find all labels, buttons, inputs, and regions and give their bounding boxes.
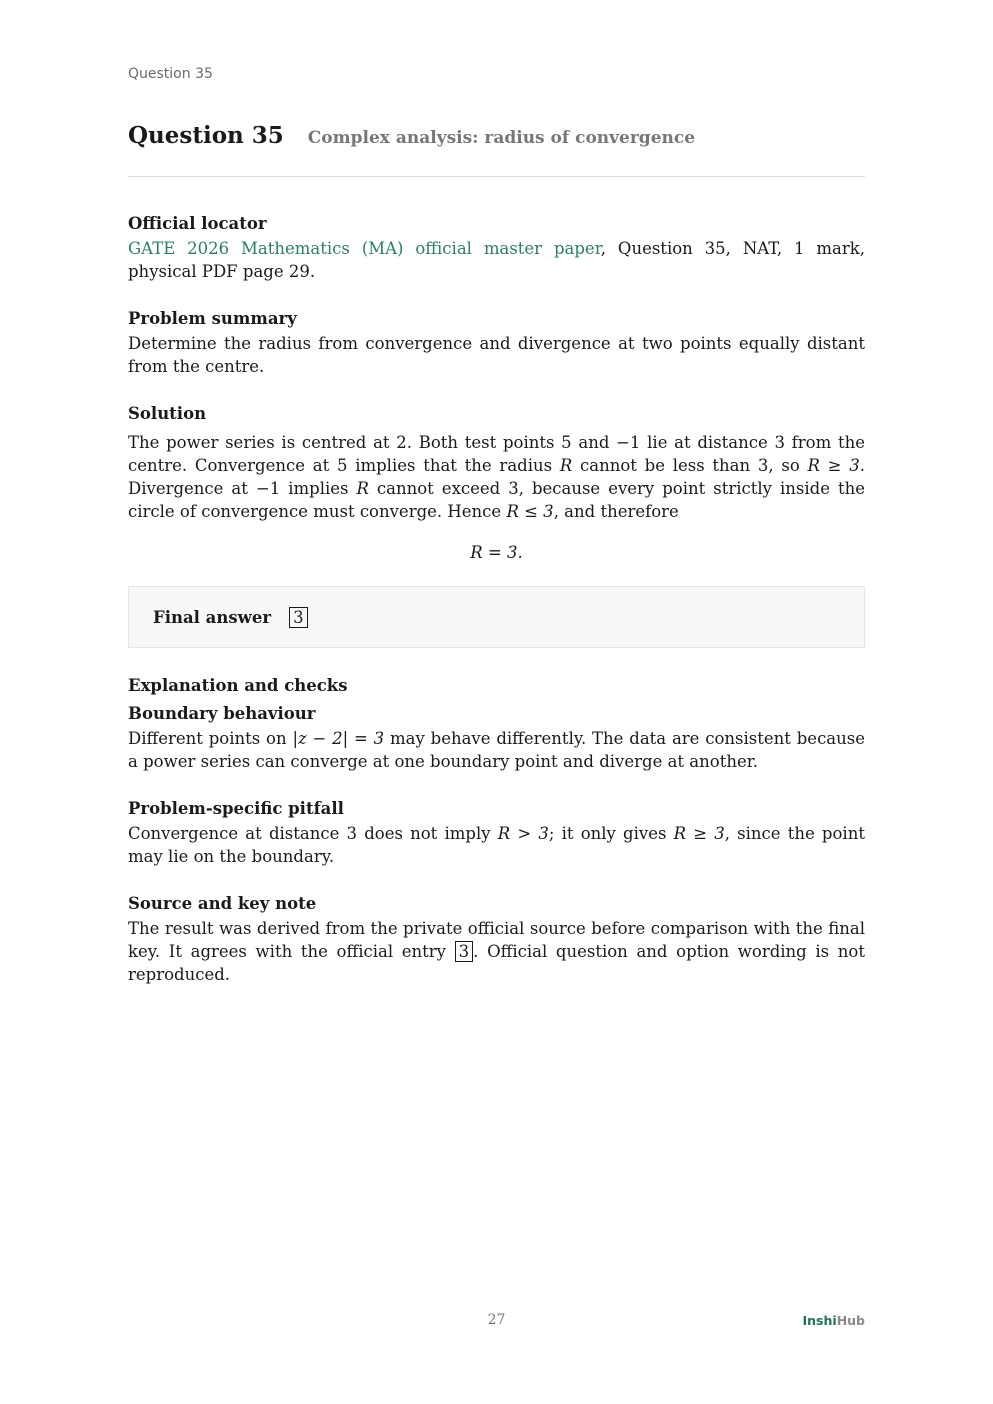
brand-part-1: Inshi: [802, 1313, 837, 1328]
official-key-box: 3: [455, 941, 474, 962]
solution-section: [128, 402, 865, 564]
problem-summary-heading: Problem summary: [128, 309, 297, 328]
pitfall-section: [128, 797, 865, 868]
source-text-part: The result was derived from the private official source before comparison with the final key. It agrees with the official entry: [128, 919, 865, 961]
solution-text-part: , and therefore: [553, 502, 679, 521]
official-paper-link[interactable]: GATE 2026 Mathematics (MA) official master paper: [128, 239, 601, 258]
final-answer-box: [128, 586, 865, 648]
page-title: Question 35: [128, 122, 284, 149]
solution-text-part: The power series is centred at 2. Both test points 5 and −1 lie at distance 3 from the centre. Convergence at 5 implies that the radius: [128, 433, 865, 475]
solution-text-part: . Divergence at −1 implies: [128, 456, 865, 498]
math-inequality: R ≤ 3: [506, 502, 554, 521]
boundary-text-part: may behave differently. The data are consistent because a power series can converge at one boundary point and diverge at another.: [128, 729, 866, 771]
problem-summary-text: Determine the radius from convergence and divergence at two points equally distant from the centre.: [128, 334, 865, 376]
title-row: [128, 122, 865, 149]
math-r: R: [356, 479, 369, 498]
display-equation: R = 3.: [470, 543, 523, 562]
boundary-text-part: Different points on: [128, 729, 293, 748]
main-content: [128, 212, 865, 1010]
pitfall-heading: Problem-specific pitfall: [128, 799, 344, 818]
page-number: 27: [487, 1312, 506, 1328]
final-answer-value: 3: [289, 607, 308, 628]
math-inequality: R ≥ 3: [673, 824, 725, 843]
explanation-heading: Explanation and checks: [128, 676, 348, 695]
solution-heading: Solution: [128, 404, 207, 423]
pitfall-text-part: ; it only gives: [548, 824, 674, 843]
brand-logo: [803, 1313, 866, 1328]
source-heading: Source and key note: [128, 894, 317, 913]
solution-text-part: cannot be less than 3, so: [572, 456, 808, 475]
source-text-part: . Official question and option wording is not reproduced.: [128, 942, 865, 984]
math-inequality: R > 3: [497, 824, 549, 843]
boundary-section: [128, 674, 865, 773]
pitfall-text-part: , since the point may lie on the boundary.: [128, 824, 865, 866]
math-modulus: |z − 2| = 3: [292, 729, 385, 748]
pitfall-text-part: Convergence at distance 3 does not imply: [128, 824, 498, 843]
solution-text-part: cannot exceed 3, because every point strictly inside the circle of convergence must converge. Hence: [128, 479, 865, 521]
boundary-heading: Boundary behaviour: [128, 704, 316, 723]
official-locator-heading: Official locator: [128, 214, 267, 233]
math-inequality: R ≥ 3: [807, 456, 860, 475]
running-head: Question 35: [128, 66, 213, 82]
pitfall-text: [128, 822, 865, 868]
title-divider: [128, 176, 865, 177]
brand-part-2: Hub: [836, 1313, 865, 1328]
source-text: [128, 917, 865, 986]
problem-summary-section: [128, 307, 865, 378]
official-locator-section: [128, 212, 865, 283]
source-section: [128, 892, 865, 986]
official-locator-rest: , Question 35, NAT, 1 mark, physical PDF page 29.: [128, 239, 866, 281]
solution-text: [128, 431, 865, 523]
math-r: R: [559, 456, 573, 475]
official-locator-text: [128, 237, 865, 283]
page-subtitle: Complex analysis: radius of convergence: [307, 128, 696, 148]
boundary-text: [128, 727, 865, 773]
final-answer-label: Final answer: [153, 607, 272, 627]
